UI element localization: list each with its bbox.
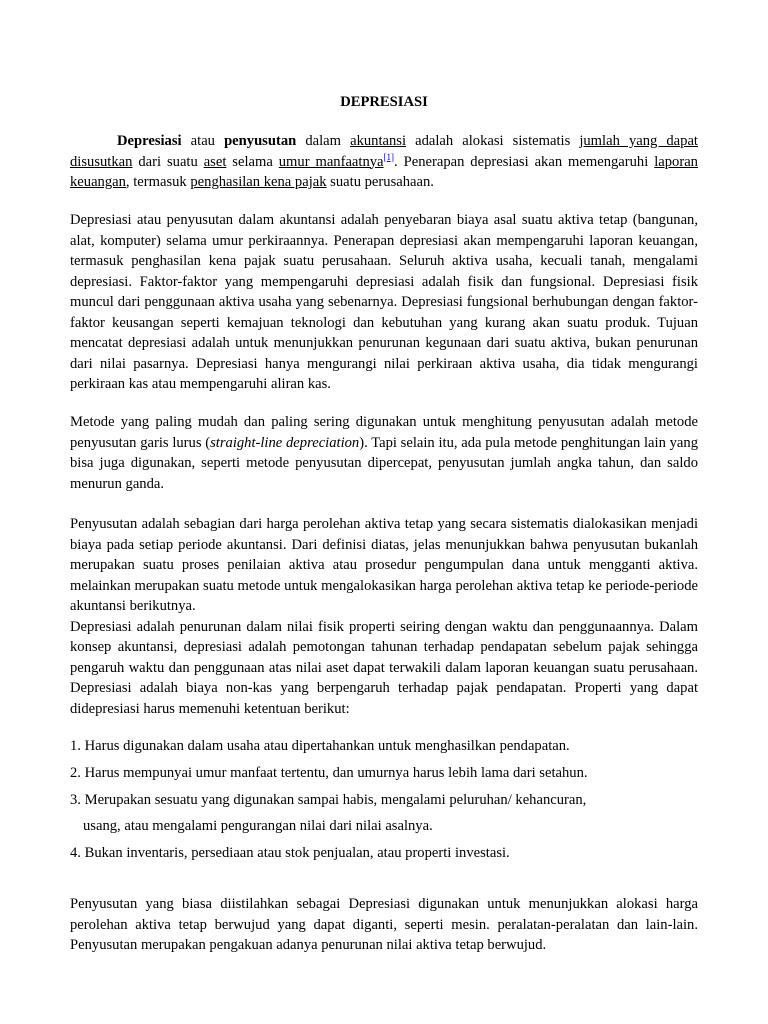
document-title: DEPRESIASI	[340, 94, 428, 110]
list-item: 2. Harus mempunyai umur manfaat tertentu, dan umurnya harus lebih lama dari setahun.	[70, 765, 588, 781]
text-run: dari suatu	[132, 153, 204, 170]
link-laporan-keuangan[interactable]: laporan keuangan	[70, 153, 698, 190]
paragraph-closing: Penyusutan yang biasa diistilahkan sebagai Depresiasi digunakan untuk menunjukkan alokasi harga perolehan aktiva tetap berwujud yang dapat diganti, seperti mesin. peralatan-peralatan dan lain-lain. Penyusutan merupakan pengakuan adanya penurunan nilai aktiva tetap berwujud.	[70, 896, 698, 953]
term-penyusutan: penyusutan	[224, 133, 297, 149]
text-run: , termasuk	[125, 174, 191, 190]
text-run: selama	[226, 153, 279, 170]
paragraph-methods	[70, 412, 698, 494]
link-akuntansi[interactable]: akuntansi	[350, 133, 407, 149]
text-run: ). Tapi selain itu, ada pula metode penghitungan lain yang bisa juga digunakan, seperti metode penyusutan dipercepat, penyusutan jumlah angka tahun, dan saldo menurun ganda.	[70, 434, 698, 492]
italic-term: straight-line depreciation	[210, 434, 360, 451]
text-run: Depresiasi adalah penurunan dalam nilai fisik properti seiring dengan waktu dan penggunaannya. Dalam konsep akuntansi, depresiasi adalah pemotongan tahunan terhadap pendapatan sebelum pajak sehingga pengaruh waktu dan penggunaan atas nilai aset dapat terwakili dalam laporan keuangan suatu perusahaan. Depresiasi adalah biaya non-kas yang berpengaruh terhadap pajak pendapatan. Properti yang dapat didepresiasi harus memenuhi ketentuan berikut:	[70, 618, 698, 717]
list-item: 1. Harus digunakan dalam usaha atau dipertahankan untuk menghasilkan pendapatan.	[70, 738, 570, 754]
text-run: Penyusutan adalah sebagian dari harga perolehan aktiva tetap yang secara sistematis dialokasikan menjadi biaya pada setiap periode akuntansi. Dari definisi diatas, jelas menunjukkan bahwa penyusutan bukanlah merupakan suatu proses penilaian aktiva atau prosedur pengumpulan dana untuk mengganti aktiva. melainkan merupakan suatu metode untuk mengalokasikan harga perolehan aktiva tetap ke periode-periode akuntansi berikutnya.	[70, 516, 698, 614]
intro-paragraph	[70, 131, 698, 193]
text-run: suatu perusahaan.	[326, 174, 434, 190]
text-run: Metode yang paling mudah dan paling sering digunakan untuk menghitung penyusutan adalah metode penyusutan garis lurus (	[70, 414, 698, 451]
text-run: . Penerapan depresiasi akan memengaruhi	[394, 153, 655, 170]
text-run: adalah alokasi sistematis	[406, 133, 580, 149]
text-run: atau	[181, 133, 225, 149]
text-run: dalam	[296, 133, 351, 149]
list-item: 3. Merupakan sesuatu yang digunakan sampai habis, mengalami peluruhan/ kehancuran,	[70, 792, 587, 808]
paragraph-definition: Depresiasi atau penyusutan dalam akuntansi adalah penyebaran biaya asal suatu aktiva tetap (bangunan, alat, komputer) selama umur perkiraannya. Penerapan depresiasi akan mempengaruhi laporan keuangan, termasuk penghasilan kena pajak suatu perusahaan. Seluruh aktiva usaha, kecuali tanah, mengalami depresiasi. Faktor-faktor yang mempengaruhi depresiasi adalah fisik dan fungsional. Depresiasi fisik muncul dari penggunaan aktiva usaha yang sebenarnya. Depresiasi fungsional berhubungan dengan faktor-faktor keusangan seperti kemajuan teknologi dan kebutuhan yang kurang akan suatu produk. Tujuan mencatat depresiasi adalah untuk menunjukkan penurunan kegunaan dari suatu aktiva, bukan penurunan dari nilai pasarnya. Depresiasi hanya mengurangi nilai perkiraan aktiva usaha, dia tidak mengurangi perkiraan kas atau mempengaruhi aliran kas.	[70, 212, 698, 392]
link-umur-manfaat[interactable]: umur manfaatnya	[278, 153, 384, 170]
reference-link[interactable]: [1]	[383, 151, 395, 162]
link-jumlah-disusutkan[interactable]: jumlah yang dapat disusutkan	[70, 133, 698, 170]
link-aset[interactable]: aset	[203, 153, 227, 170]
list-item: 4. Bukan inventaris, persediaan atau stok penjualan, atau properti investasi.	[70, 845, 510, 861]
paragraph-penyusutan	[70, 514, 698, 719]
link-penghasilan-kena-pajak[interactable]: penghasilan kena pajak	[190, 174, 327, 190]
list-item-continuation: usang, atau mengalami pengurangan nilai dari nilai asalnya.	[83, 818, 433, 834]
term-depresiasi: Depresiasi	[117, 133, 182, 149]
